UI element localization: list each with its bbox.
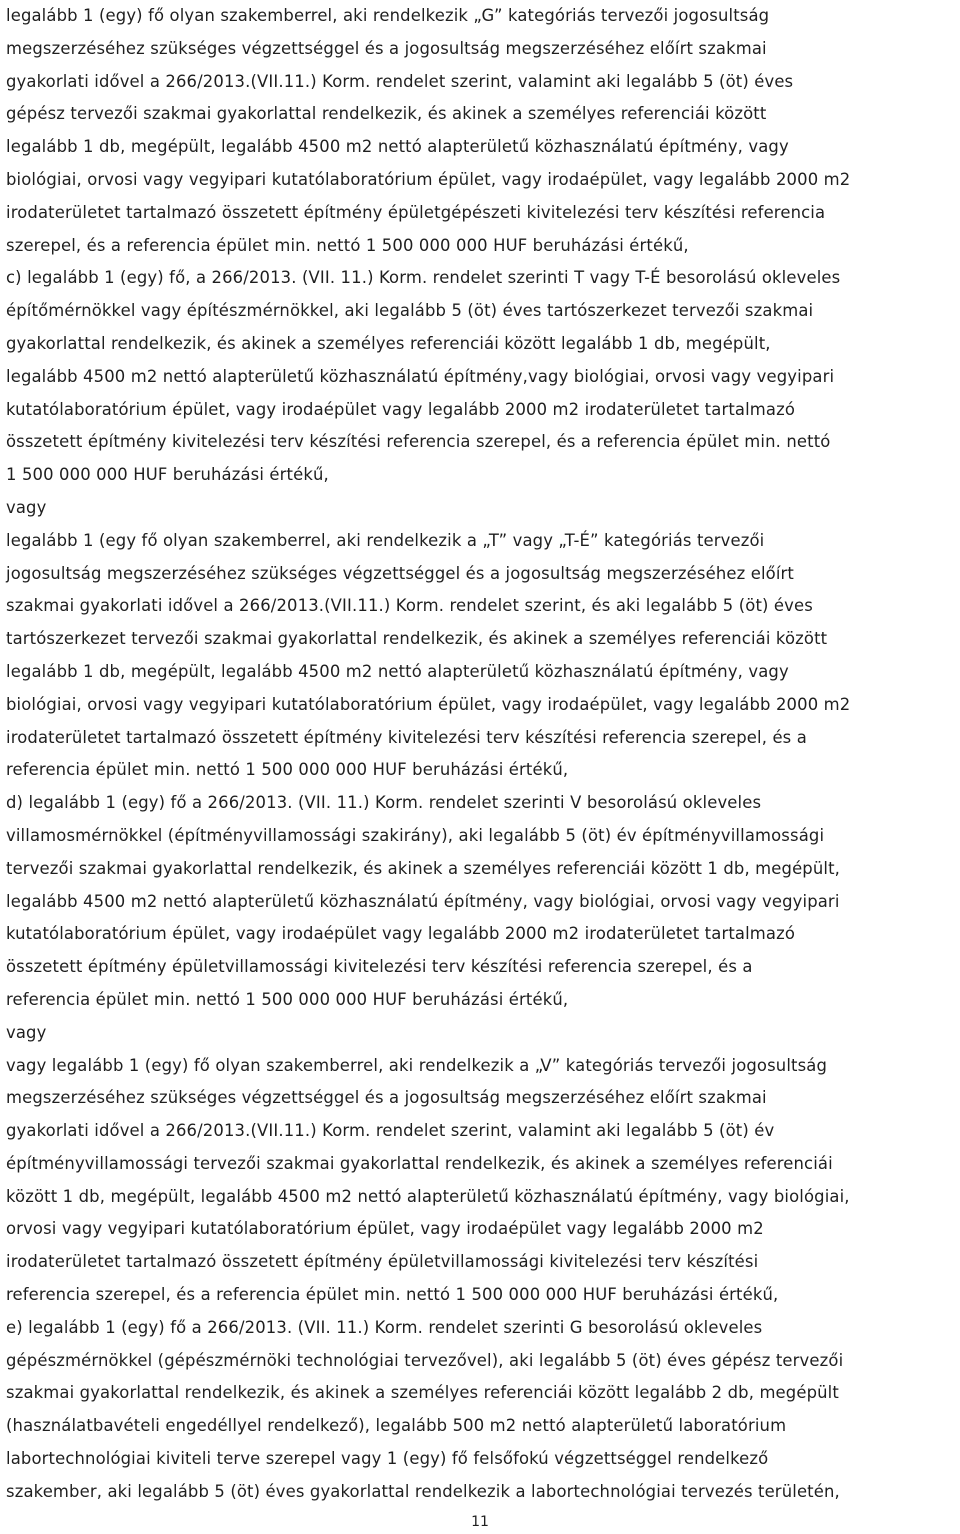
text-line: c) legalább 1 (egy) fő, a 266/2013. (VII. 11.) Korm. rendelet szerinti T vagy T-É besorolású okleveles [6, 268, 841, 288]
text-line: villamosmérnökkel (építményvillamossági szakirány), aki legalább 5 (öt) év építményvillamossági [6, 825, 825, 845]
text-line: szakmai gyakorlati idővel a 266/2013.(VII.11.) Korm. rendelet szerint, és aki legalább 5 (öt) éves [6, 596, 813, 616]
text-line: gyakorlati idővel a 266/2013.(VII.11.) Korm. rendelet szerint, valamint aki legalább 5 (öt) év [6, 1121, 775, 1141]
text-line: vagy legalább 1 (egy) fő olyan szakemberrel, aki rendelkezik a „V” kategóriás tervezői jogosultság [6, 1055, 828, 1075]
text-line: labortechnológiai kiviteli terve szerepel vagy 1 (egy) fő felsőfokú végzettséggel rendelkező [6, 1449, 769, 1469]
text-line: referencia épület min. nettó 1 500 000 000 HUF beruházási értékű, [6, 989, 569, 1009]
text-line: szerepel, és a referencia épület min. nettó 1 500 000 000 HUF beruházási értékű, [6, 235, 689, 255]
text-line: orvosi vagy vegyipari kutatólaboratórium épület, vagy irodaépület vagy legalább 2000 m2 [6, 1219, 764, 1239]
text-line: megszerzéséhez szükséges végzettséggel és a jogosultság megszerzéséhez előírt szakmai [6, 38, 767, 58]
text-line: jogosultság megszerzéséhez szükséges végzettséggel és a jogosultság megszerzéséhez előírt [6, 563, 794, 583]
text-line: irodaterületet tartalmazó összetett építmény épületvillamossági kivitelezési terv készítési [6, 1252, 759, 1272]
text-line: gépészmérnökkel (gépészmérnöki technológiai tervezővel), aki legalább 5 (öt) éves gépész tervezői [6, 1350, 844, 1370]
text-line: kutatólaboratórium épület, vagy irodaépület vagy legalább 2000 m2 irodaterületet tartalmazó [6, 924, 796, 944]
text-line: referencia szerepel, és a referencia épület min. nettó 1 500 000 000 HUF beruházási értékű, [6, 1285, 779, 1305]
text-line: e) legalább 1 (egy) fő a 266/2013. (VII. 11.) Korm. rendelet szerinti G besorolású okleveles [6, 1317, 763, 1337]
text-line: megszerzéséhez szükséges végzettséggel és a jogosultság megszerzéséhez előírt szakmai [6, 1088, 767, 1108]
text-line: d) legalább 1 (egy) fő a 266/2013. (VII. 11.) Korm. rendelet szerinti V besorolású okleveles [6, 793, 762, 813]
text-line: összetett építmény kivitelezési terv készítési referencia szerepel, és a referencia épület min. nettó [6, 432, 831, 452]
text-line: tartószerkezet tervezői szakmai gyakorlattal rendelkezik, és akinek a személyes referenciái között [6, 629, 828, 649]
text-line: gyakorlattal rendelkezik, és akinek a személyes referenciái között legalább 1 db, megépült, [6, 333, 771, 353]
text-line: (használatbavételi engedéllyel rendelkező), legalább 500 m2 nettó alapterületű laboratórium [6, 1416, 787, 1436]
text-line: irodaterületet tartalmazó összetett építmény épületgépészeti kivitelezési terv készítési referencia [6, 202, 826, 222]
page-number: 11 [471, 1514, 489, 1530]
text-line: kutatólaboratórium épület, vagy irodaépület vagy legalább 2000 m2 irodaterületet tartalmazó [6, 399, 796, 419]
text-line: gyakorlati idővel a 266/2013.(VII.11.) Korm. rendelet szerint, valamint aki legalább 5 (öt) éves [6, 71, 794, 91]
text-line: gépész tervezői szakmai gyakorlattal rendelkezik, és akinek a személyes referenciái között [6, 104, 767, 124]
text-line: referencia épület min. nettó 1 500 000 000 HUF beruházási értékű, [6, 760, 569, 780]
text-line: szakmai gyakorlattal rendelkezik, és akinek a személyes referenciái között legalább 2 db, megépült [6, 1383, 839, 1403]
text-line: tervezői szakmai gyakorlattal rendelkezik, és akinek a személyes referenciái között 1 db, megépült, [6, 858, 841, 878]
text-line: között 1 db, megépült, legalább 4500 m2 nettó alapterületű közhasználatú építmény, vagy biológiai, [6, 1186, 850, 1206]
text-line: legalább 4500 m2 nettó alapterületű közhasználatú építmény,vagy biológiai, orvosi vagy vegyipari [6, 366, 835, 386]
text-line: összetett építmény épületvillamossági kivitelezési terv készítési referencia szerepel, és a [6, 957, 753, 977]
text-line: szakember, aki legalább 5 (öt) éves gyakorlattal rendelkezik a labortechnológiai tervezés területén, [6, 1481, 840, 1501]
text-line: biológiai, orvosi vagy vegyipari kutatólaboratórium épület, vagy irodaépület, vagy legalább 2000 m2 [6, 169, 851, 189]
text-line: irodaterületet tartalmazó összetett építmény kivitelezési terv készítési referencia szerepel, és a [6, 727, 807, 747]
text-line: legalább 4500 m2 nettó alapterületű közhasználatú építmény, vagy biológiai, orvosi vagy vegyipari [6, 891, 840, 911]
document-body [6, 0, 956, 1509]
text-line: legalább 1 (egy) fő olyan szakemberrel, aki rendelkezik „G” kategóriás tervezői jogosultság [6, 6, 770, 25]
text-line: vagy [6, 1022, 47, 1042]
text-line: építőmérnökkel vagy építészmérnökkel, aki legalább 5 (öt) éves tartószerkezet tervezői szakmai [6, 301, 814, 321]
text-line: 1 500 000 000 HUF beruházási értékű, [6, 465, 329, 485]
text-line: vagy [6, 497, 47, 517]
text-line: építményvillamossági tervezői szakmai gyakorlattal rendelkezik, és akinek a személyes referenciái [6, 1153, 833, 1173]
text-line: legalább 1 (egy fő olyan szakemberrel, aki rendelkezik a „T” vagy „T-É” kategóriás tervezői [6, 530, 765, 550]
text-line: legalább 1 db, megépült, legalább 4500 m2 nettó alapterületű közhasználatú építmény, vagy [6, 137, 789, 157]
text-line: biológiai, orvosi vagy vegyipari kutatólaboratórium épület, vagy irodaépület, vagy legalább 2000 m2 [6, 694, 851, 714]
text-line: legalább 1 db, megépült, legalább 4500 m2 nettó alapterületű közhasználatú építmény, vagy [6, 661, 789, 681]
